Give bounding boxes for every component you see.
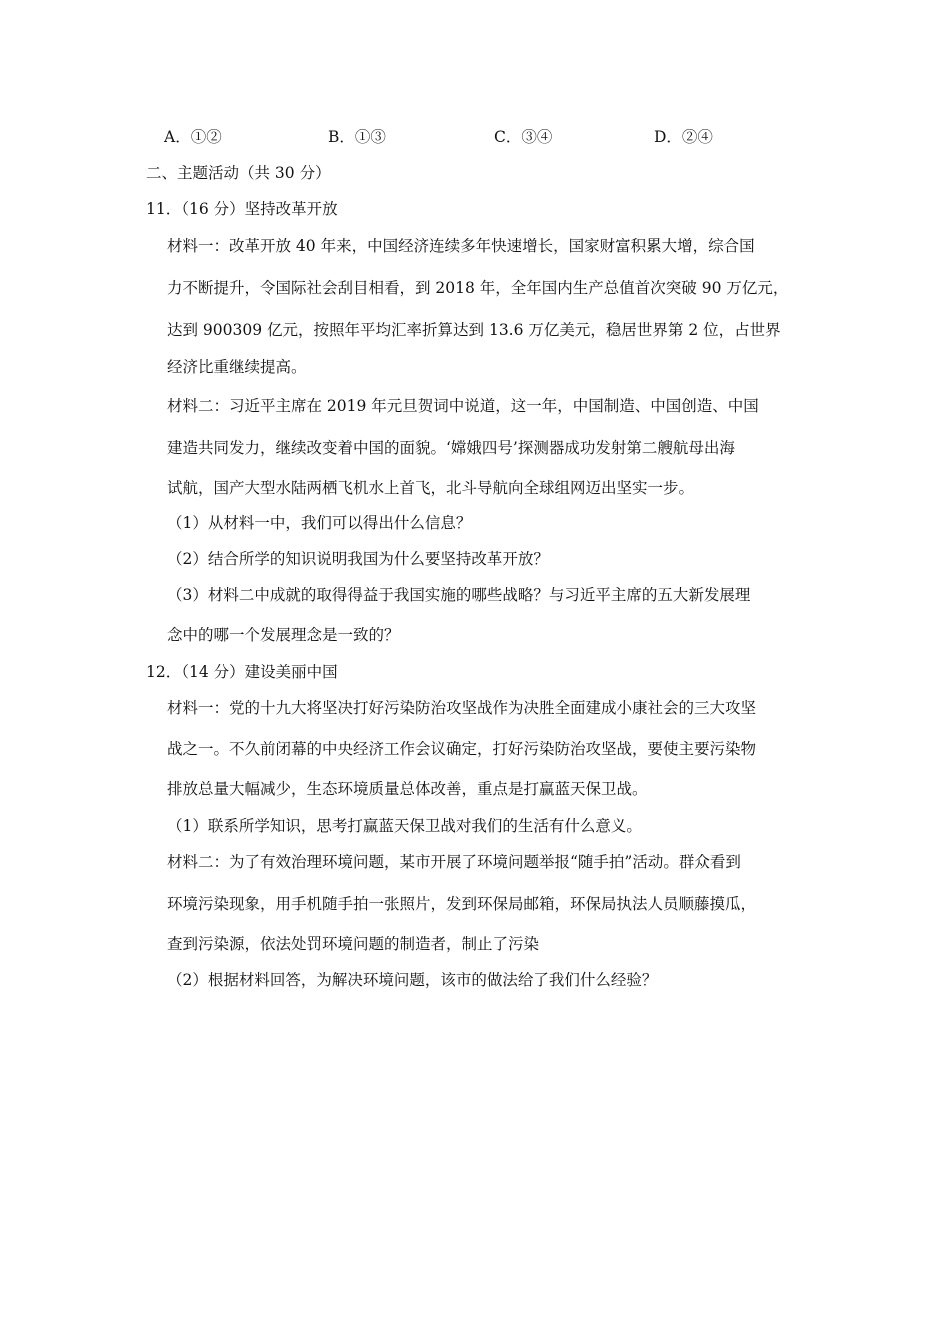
q12-material1-line: 排放总量大幅减少，生态环境质量总体改善，重点是打赢蓝天保卫战。 xyxy=(167,780,648,798)
q11-sub-question-1: （1）从材料一中，我们可以得出什么信息？ xyxy=(167,514,472,532)
q11-sub-question-2: （2）结合所学的知识说明我国为什么要坚持改革开放？ xyxy=(167,550,549,568)
q11-material2-line: 建造共同发力，继续改变着中国的面貌。‘嫦娥四号’探测器成功发射第二艘航母出海 xyxy=(167,439,735,457)
q12-material1-line: 战之一。不久前闭幕的中央经济工作会议确定，打好污染防治攻坚战，要使主要污染物 xyxy=(167,740,757,758)
q12-material2-line: 材料二：为了有效治理环境问题，某市开展了环境问题举报“随手拍”活动。群众看到 xyxy=(167,853,741,871)
q11-material2-line: 材料二：习近平主席在 2019 年元旦贺词中说道，这一年，中国制造、中国创造、中国 xyxy=(167,397,759,415)
q11-material2-line: 试航，国产大型水陆两栖飞机水上首飞，北斗导航向全球组网迈出坚实一步。 xyxy=(167,479,695,497)
section-heading: 二、主题活动（共 30 分） xyxy=(146,164,331,182)
q11-sub-question-3: （3）材料二中成就的取得得益于我国实施的哪些战略？与习近平主席的五大新发展理 xyxy=(167,586,751,604)
option-c: C．③④ xyxy=(494,128,553,146)
q11-material1-line: 力不断提升，令国际社会刮目相看，到 2018 年，全年国内生产总值首次突破 90 万亿元， xyxy=(167,279,789,297)
q12-material2-line: 查到污染源，依法处罚环境问题的制造者，制止了污染 xyxy=(167,935,540,953)
q12-material2-line: 环境污染现象，用手机随手拍一张照片，发到环保局邮箱，环保局执法人员顺藤摸瓜， xyxy=(167,895,757,913)
q12-sub-question-2: （2）根据材料回答，为解决环境问题，该市的做法给了我们什么经验？ xyxy=(167,971,658,989)
q12-heading: 12．（14 分）建设美丽中国 xyxy=(146,663,338,681)
option-d: D．②④ xyxy=(654,128,713,146)
q11-material1-line: 经济比重继续提高。 xyxy=(167,358,307,376)
q11-heading: 11．（16 分）坚持改革开放 xyxy=(146,200,338,218)
option-b: B．①③ xyxy=(328,128,386,146)
q11-material1-line: 材料一：改革开放 40 年来，中国经济连续多年快速增长，国家财富积累大增，综合国 xyxy=(167,237,755,255)
q11-material1-line: 达到 900309 亿元，按照年平均汇率折算达到 13.6 万亿美元，稳居世界第 2 位，占世界 xyxy=(167,321,781,339)
q12-material1-line: 材料一：党的十九大将坚决打好污染防治攻坚战作为决胜全面建成小康社会的三大攻坚 xyxy=(167,699,757,717)
option-a: A．①② xyxy=(164,128,222,146)
q11-sub-question-3-cont: 念中的哪一个发展理念是一致的？ xyxy=(167,626,400,644)
q12-sub-question-1: （1）联系所学知识，思考打赢蓝天保卫战对我们的生活有什么意义。 xyxy=(167,817,642,835)
